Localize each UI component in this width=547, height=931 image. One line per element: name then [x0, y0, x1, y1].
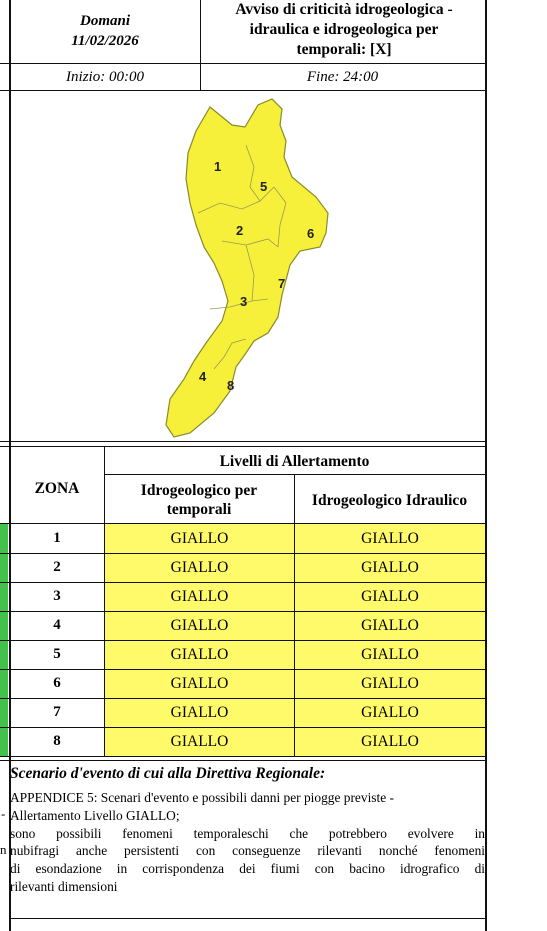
scenario-text	[10, 789, 485, 896]
level-temporali-cell: GIALLO	[105, 640, 294, 669]
zone-row-left-strip	[0, 727, 8, 756]
level-temporali-cell: GIALLO	[105, 669, 294, 698]
row-divider	[0, 611, 486, 612]
map-label-1: 1	[214, 159, 222, 174]
scenario-line: APPENDICE 5: Scenari d'evento e possibili danni per piogge previste -	[10, 790, 394, 805]
zone-row-left-strip	[0, 553, 8, 582]
level-idraulico-cell: GIALLO	[295, 669, 485, 698]
end-time: Fine: 24:00	[306, 68, 379, 85]
level-idraulico-cell: GIALLO	[295, 582, 485, 611]
map-label-3: 3	[240, 294, 248, 309]
row-divider	[0, 553, 486, 554]
level-temporali-cell: GIALLO	[105, 582, 294, 611]
zone-number: 2	[53, 559, 61, 575]
left-strip-header	[0, 446, 8, 524]
level-temporali-cell: GIALLO	[105, 524, 294, 553]
zone-row-left-strip	[0, 640, 8, 669]
zone-row-left-strip	[0, 524, 8, 553]
zone-number: 4	[53, 617, 61, 633]
level-temporali-cell: GIALLO	[105, 553, 294, 582]
header-date: 11/02/2026	[71, 33, 139, 49]
zone-number: 6	[53, 675, 61, 691]
scenario-line: rilevanti dimensioni	[10, 878, 118, 894]
region-shape	[166, 99, 328, 437]
scenario-line: nubifragi anche persistenti con conseguenze rilevanti nonché fenomeni	[10, 843, 485, 859]
map-label-8: 8	[227, 378, 235, 393]
levels-header: Livelli di Allertamento	[219, 452, 370, 470]
zone-row-left-strip	[0, 611, 8, 640]
zone-table-body	[0, 524, 486, 756]
map-label-2: 2	[236, 223, 244, 238]
level-idraulico-cell: GIALLO	[295, 727, 485, 756]
zone-number: 7	[53, 704, 61, 720]
map-label-7: 7	[278, 276, 286, 291]
zone-row-left-strip	[0, 669, 8, 698]
row-divider	[0, 698, 486, 699]
zone-number: 3	[53, 588, 61, 604]
scenario-line: sono possibili fenomeni temporaleschi che potrebbero evolvere in	[10, 825, 485, 841]
level-idraulico-cell: GIALLO	[295, 640, 485, 669]
level-idraulico-cell: GIALLO	[295, 698, 485, 727]
level-temporali-cell: GIALLO	[105, 698, 294, 727]
row-divider	[0, 727, 486, 728]
map-label-6: 6	[307, 226, 315, 241]
calabria-zone-map	[150, 95, 330, 440]
level-idraulico-cell: GIALLO	[295, 553, 485, 582]
scenario-title: Scenario d'evento di cui alla Direttiva Regionale:	[10, 765, 326, 782]
zone-column-header: ZONA	[34, 479, 80, 497]
level-idraulico-cell: GIALLO	[295, 524, 485, 553]
zone-row-left-strip	[0, 698, 8, 727]
start-time: Inizio: 00:00	[66, 68, 144, 85]
zone-number: 1	[53, 530, 61, 546]
level-temporali-cell: GIALLO	[105, 611, 294, 640]
level-idraulico-cell: GIALLO	[295, 611, 485, 640]
row-divider	[0, 640, 486, 641]
map-label-5: 5	[260, 179, 268, 194]
scenario-line: Allertamento Livello GIALLO;	[10, 807, 180, 823]
zone-number: 8	[53, 733, 61, 749]
header-day-date	[10, 6, 200, 56]
map-label-4: 4	[199, 369, 207, 384]
col-temporali-header: Idrogeologico per temporali	[140, 482, 258, 518]
header-day: Domani	[79, 13, 130, 29]
col-idraulico-header: Idrogeologico Idraulico	[311, 491, 468, 509]
left-edge-mark-1: -	[1, 806, 6, 821]
row-divider	[0, 669, 486, 670]
zone-number: 5	[53, 646, 61, 662]
bulletin-title: Avviso di criticità idrogeologica - idraulica e idrogeologica per temporali: [X]	[235, 1, 453, 58]
level-temporali-cell: GIALLO	[105, 727, 294, 756]
left-edge-mark-2: n	[0, 842, 7, 857]
row-divider	[0, 582, 486, 583]
zone-row-left-strip	[0, 582, 8, 611]
scenario-line: di esondazione in corrispondenza dei fiumi con bacino idrografico di	[10, 861, 485, 877]
